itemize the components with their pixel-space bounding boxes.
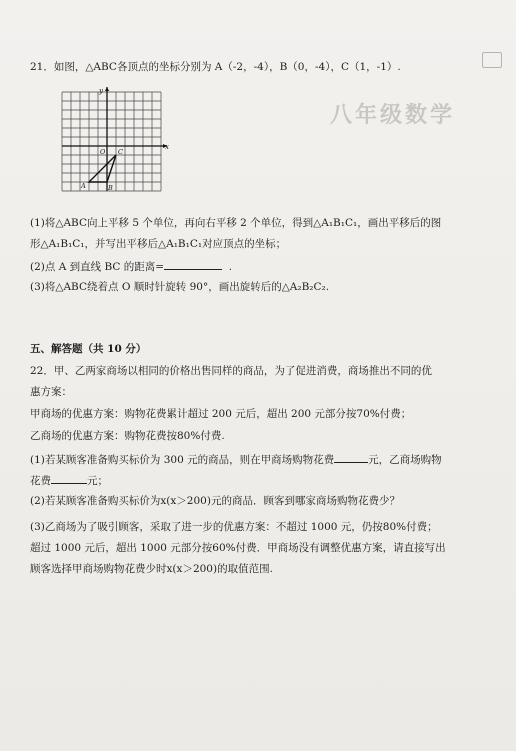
q22-part3-line2: 超过 1000 元后，超出 1000 元部分按60%付费．甲商场没有调整优惠方案，请直接写出	[30, 542, 446, 554]
q22-part1-blank-yi[interactable]	[51, 472, 87, 484]
origin-label: O	[100, 148, 106, 156]
q22-part1-text-d: 元；	[87, 475, 108, 487]
q21-part2-answer-blank[interactable]	[164, 258, 222, 270]
point-label-b: B	[108, 184, 113, 192]
q21-part1-line2: 形△A₁B₁C₁，并写出平移后△A₁B₁C₁对应顶点的坐标；	[30, 238, 287, 250]
coordinate-grid-figure	[54, 86, 170, 198]
q22-plan-yi: 乙商场的优惠方案：购物花费按80%付费.	[30, 430, 225, 442]
q21-part1-line1: (1)将△ABC向上平移 5 个单位，再向右平移 2 个单位，得到△A₁B₁C₁，画出平移后的图	[30, 217, 442, 229]
q22-part2: (2)若某顾客准备购买标价为x(x＞200)元的商品．顾客到哪家商场购物花费少？	[30, 495, 400, 507]
q22-part1-line1	[30, 451, 442, 467]
y-axis-label: y	[99, 87, 103, 95]
y-axis-arrow-icon	[105, 87, 109, 91]
q22-part3-line1: (3)乙商场为了吸引顾客，采取了进一步的优惠方案：不超过 1000 元，仍按80%付费；	[30, 521, 438, 533]
q22-line2: 惠方案：	[30, 386, 72, 398]
point-label-a: A	[81, 182, 86, 190]
bleed-through-title: 八年级数学	[330, 102, 456, 128]
q21-stem: 21．如图，△ABC各顶点的坐标分别为 A（-2，-4），B（0，-4），C（1，-1）.	[30, 61, 401, 73]
q22-part1-line2	[30, 472, 108, 488]
q21-part2	[30, 258, 232, 274]
q22-plan-jia: 甲商场的优惠方案：购物花费累计超过 200 元后，超出 200 元部分按70%付费；	[30, 408, 412, 420]
q22-part1-text-c: 花费	[30, 475, 51, 487]
q21-part3: (3)将△ABC绕着点 O 顺时针旋转 90°，画出旋转后的△A₂B₂C₂.	[30, 281, 330, 293]
q22-part1-text-b: 元，乙商场购物	[368, 454, 442, 466]
q22-part3-line3: 顾客选择甲商场购物花费少时x(x＞200)的取值范围.	[30, 563, 273, 575]
x-axis-label: x	[165, 143, 169, 151]
q22-part1-text-a: (1)若某顾客准备购买标价为 300 元的商品，则在甲商场购物花费	[30, 454, 335, 466]
q21-part2-text: (2)点 A 到直线 BC 的距离=	[30, 261, 165, 273]
q21-part2-period: .	[228, 261, 233, 273]
section5-heading: 五、解答题（共 10 分）	[30, 343, 147, 355]
q22-line1: 22．甲、乙两家商场以相同的价格出售同样的商品，为了促进消费，商场推出不同的优	[30, 365, 432, 377]
coordinate-grid-svg	[54, 86, 170, 198]
triangle-abc	[89, 155, 116, 182]
corner-mark	[482, 52, 502, 68]
q22-part1-blank-jia[interactable]	[334, 451, 368, 463]
point-label-c: C	[118, 148, 123, 156]
